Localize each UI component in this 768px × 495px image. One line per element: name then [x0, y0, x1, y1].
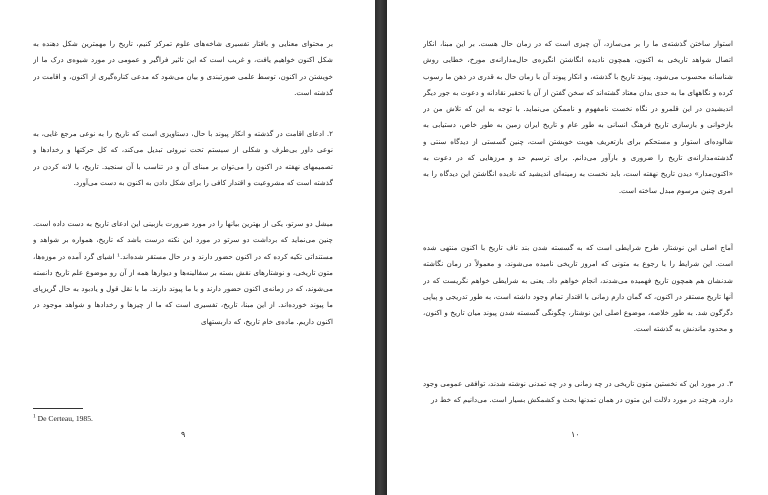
left-page-number: ۹ [181, 430, 186, 439]
right-paragraph-2: آماج اصلی این نوشتار، طرح شرایطی است که به گسسته شدن بند ناف تاریخ با اکنون منتهی شده است. این شرایط را با رجوع به متونی که امروز تاریخی نامیده می‌شوند، و معمولاً در زمان نگاشته شدنشان هم همچون تاریخ فهمیده می‌شدند، انجام خواهم داد. یعنی به شرایطی خواهم نگریست که در آنها تاریخ مستقر در اکنون، که گمان دارم زمانی با اقتدار تمام وجود داشته است، به طور تدریجی و پیاپی دگرگون شد. به طور خلاصه، موضوع اصلی این نوشتار، چگونگی گسسته شدن پیوند میان تاریخ و اکنون، و محدود ماندنش به گذشته است. [423, 243, 733, 334]
right-page-number: ۱۰ [571, 430, 580, 439]
left-paragraph-2: ۲. ادعای اقامت در گذشته و انکار پیوند با حال، دستاویزی است که تاریخ را به نوعی مرجع غایی، به نوعی داور بی‌طرف و شکلی از سیستم تحت نیرو‌ئی تبدیل می‌کند، که کل حرکتها و رخدادها و تصمیمهای نهفته در اکنون را می‌توان بر مبنای آن و در تناسب با آن سنجید. تاریخ، با لانه کردن در گذشته است که مشروعیت و اقتدار کافی را برای شکل دادن به اکنون به دست می‌آورد. [33, 129, 333, 187]
footnote-text: De Certeau, 1985. [37, 414, 93, 423]
left-paragraph-1: بر محتوای معنایی و بافتار تفسیری شاخه‌های علوم تمرکز کنیم، تاریخ را مهمترین شکل دهنده به شکل اکنون خواهیم یافت، و غریب است که این تاثیر فراگیر و عمومی در مورد شیوه‌ی درک ما از خویشتن در اکنون، توسط علمی صورتبندی و بیان می‌شود که مدعی کناره‌گیری از اکنون، و اقامت در گذشته است. [33, 39, 333, 97]
left-paragraph-3: میشل دو سرتو، یکی از بهترین بیانها را در مورد ضرورت بازبینی این ادعای تاریخ به دست داده است. چنین می‌نماید که برداشت دو سرتو در مورد این نکته درست باشد که تاریخ، همواره بر شواهد و مستنداتی تکیه کرده که در اکنون حضور دارند و در حال مستقر شده‌اند.¹ اشیای گرد آمده در موزه‌ها، متون تاریخی، و نوشتارهای نقش بسته بر سفالینه‌ها و دیوارها همه از آن رو موضوع علم تاریخ دانسته می‌شوند، که در زمانه‌ی اکنون حضور دارند و با ما پیوند دارند. ما با نقل قول و یادبود به حال گریزپای ما پیوند خورده‌اند. از این مبنا، تاریخ، تفسیری است که ما از چیزها و رخدادها و شواهد موجود در اکنون داریم. ماده‌ی خام تاریخ، که داربستهای [33, 219, 333, 326]
right-page [387, 0, 768, 495]
footnote-marker: 1 [33, 413, 36, 420]
book-gutter [375, 0, 387, 495]
footnote-separator [33, 408, 83, 409]
left-page [0, 0, 375, 495]
right-paragraph-1: استوار ساختن گذشته‌ی ما را بر می‌سازد، آن چیزی است که در زمان حال هست. بر این مبنا، انکار اتصال شواهد تاریخی به اکنون، همچون نادیده انگاشتن انگیزه‌ی حال‌مدارانه‌ی مورخ، خطایی روش شناسانه محسوب می‌شود. پیوند تاریخ با گذشته، و انکار پیوند آن با زمان حال به قدری در ذهن ما رسوب کرده و نگاهها‌ی ما به حدی بدان معتاد گشته‌اند که سخن گفتن از آن با تحقیر نقادانه و دعوت به جور دیگر اندیشیدن در این قلمرو در نگاه نخست نامفهوم و ناممکن می‌نماید. با توجه به این که تلاش من در بازخوانی و بازسازی تاریخ فرهنگ انسانی به طور عام و تاریخ ایران زمین به طور خاص، دستیابی به شالوده‌ای استوار و مستحکم برای بازتعریف هویت خویشتن است، چنین گسستی از دیدگاه سنتی و گذشته‌مدارانه‌ی تاریخ را ضروری و بارآور می‌دانم. برای ترسیم حد و مرزهایی که در دعوت به «اکنون‌مدار» دیدن تاریخ نهفته است، باید نخست به زمینه‌ای اندیشید که نادیده انگاشتن این دیدگاه را به امری چنین مرسوم مبدل ساخته است. [423, 39, 733, 195]
right-paragraph-3: ۳. در مورد این که نخستین متون تاریخی در چه زمانی و در چه تمدنی نوشته شدند، توافقی عمومی وجود دارد، هرچند در مورد دلالت این متون در همان تمدنها بحث و کشمکش بسیار است. می‌دانیم که خط در [423, 379, 733, 405]
footnote [33, 414, 93, 423]
